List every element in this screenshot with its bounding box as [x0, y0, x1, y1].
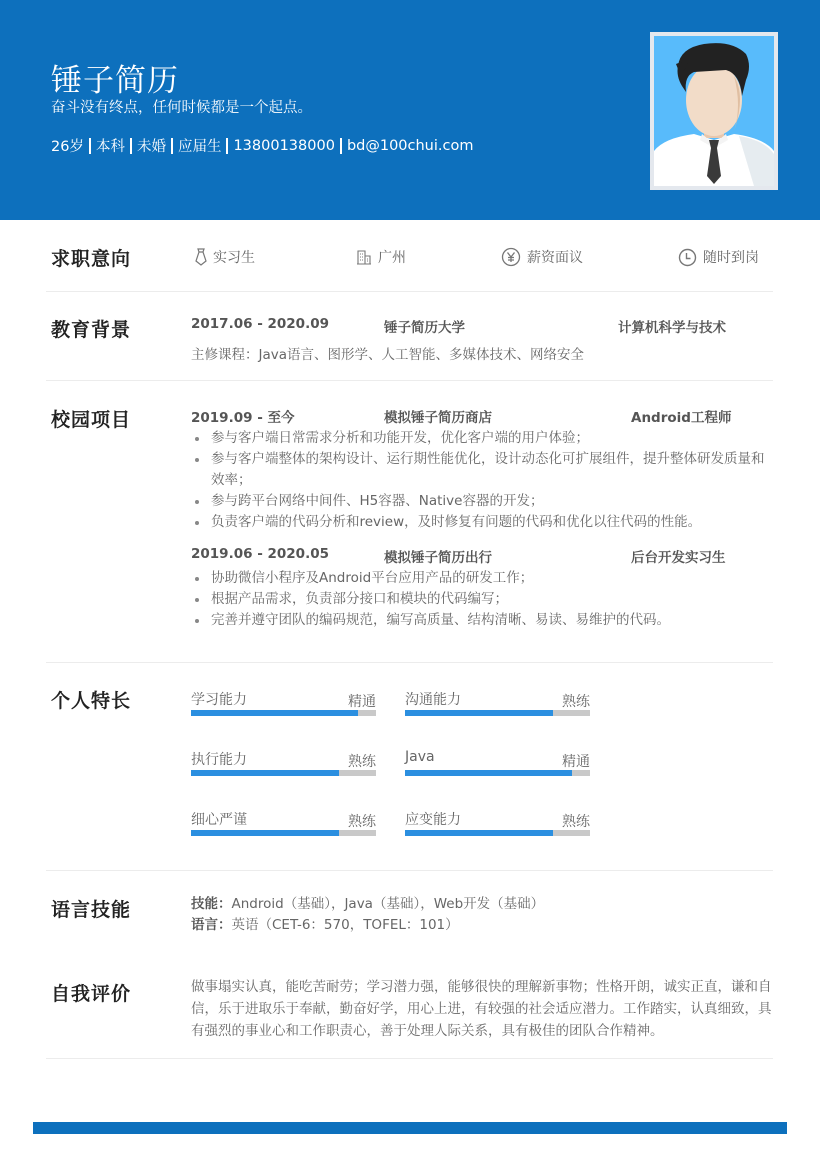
education-major: 计算机科学与技术 — [618, 320, 726, 336]
intent-city-label: 广州 — [378, 250, 406, 266]
skill-bar-fill — [191, 770, 339, 776]
skill-label: 沟通能力 — [405, 692, 461, 708]
section-job-intent — [46, 220, 773, 292]
section-skills — [46, 663, 773, 871]
info-age: 26岁 — [51, 139, 84, 155]
tie-icon — [195, 248, 207, 266]
skill-bar-fill — [191, 710, 358, 716]
motto: 奋斗没有终点，任何时候都是一个起点。 — [51, 100, 312, 116]
intent-availability-label: 随时到岗 — [703, 250, 759, 266]
info-degree: 本科 — [95, 139, 125, 155]
project-role: 后台开发实习生 — [631, 550, 726, 566]
building-icon — [356, 249, 372, 265]
separator — [130, 138, 132, 154]
skill-bar — [191, 710, 376, 716]
skill-label: 学习能力 — [191, 692, 247, 708]
self-eval-text: 做事塌实认真，能吃苦耐劳；学习潜力强，能够很快的理解新事物；性格开朗，诚实正直，谦和自信，乐于进取乐于奉献，勤奋好学，用心上进，有较强的社会适应潜力。工作踏实，认真细致，具有强烈的事业心和工作职责心，善于处理人际关系，具有极佳的团队合作精神。 — [191, 979, 772, 1039]
separator — [340, 138, 342, 154]
skill-bar-fill — [405, 830, 553, 836]
section-title: 校园项目 — [51, 409, 132, 431]
project-org: 模拟锤子简历出行 — [384, 550, 492, 566]
language-lang-line — [191, 915, 773, 936]
section-education — [46, 292, 773, 381]
lang-text: 英语（CET-6：570，TOFEL：101） — [231, 917, 459, 933]
skill-label: 应变能力 — [405, 812, 461, 828]
language-skills-line — [191, 894, 773, 915]
section-title: 语言技能 — [51, 899, 132, 921]
intent-city — [356, 247, 406, 267]
project-role: Android工程师 — [631, 410, 732, 426]
intent-salary-label: 薪资面议 — [527, 250, 583, 266]
section-title: 教育背景 — [51, 319, 132, 341]
clock-icon — [678, 248, 697, 267]
separator — [171, 138, 173, 154]
candidate-name: 锤子简历 — [51, 63, 179, 99]
section-self-eval — [46, 956, 773, 1059]
skill-bar — [191, 830, 376, 836]
project-bullet: 参与客户端日常需求分析和功能开发，优化客户端的用户体验； — [191, 428, 773, 449]
resume-header — [0, 0, 820, 220]
separator — [89, 138, 91, 154]
skill-bar — [191, 770, 376, 776]
intent-salary — [501, 247, 583, 267]
skills-text: Android（基础），Java（基础），Web开发（基础） — [231, 896, 545, 912]
skills-label: 技能： — [191, 896, 232, 912]
project-bullet: 协助微信小程序及Android平台应用产品的研发工作； — [191, 568, 773, 589]
info-marital: 未婚 — [136, 139, 166, 155]
skill-level: 熟练 — [348, 754, 376, 770]
skill-bar — [405, 710, 590, 716]
skill-level: 精通 — [562, 754, 590, 770]
info-phone: 13800138000 — [233, 137, 335, 154]
skill-level: 熟练 — [562, 694, 590, 710]
section-title: 自我评价 — [51, 983, 132, 1005]
project-period: 2019.06 - 2020.05 — [191, 546, 329, 562]
project-bullet: 参与跨平台网络中间件、H5容器、Native容器的开发； — [191, 491, 773, 512]
avatar-icon — [654, 36, 774, 186]
skill-level: 熟练 — [348, 814, 376, 830]
skill-bar-fill — [191, 830, 339, 836]
section-title: 个人特长 — [51, 690, 132, 712]
section-language — [46, 871, 773, 956]
education-period: 2017.06 - 2020.09 — [191, 316, 329, 332]
skill-bar-fill — [405, 710, 553, 716]
skill-bar — [405, 830, 590, 836]
project-period: 2019.09 - 至今 — [191, 410, 295, 426]
personal-info — [51, 135, 473, 156]
intent-availability — [678, 247, 759, 267]
education-courses: 主修课程：Java语言、图形学、人工智能、多媒体技术、网络安全 — [191, 347, 585, 363]
skill-bar — [405, 770, 590, 776]
skill-label: 执行能力 — [191, 752, 247, 768]
separator — [226, 138, 228, 154]
project-bullet: 完善并遵守团队的编码规范，编写高质量、结构清晰、易读、易维护的代码。 — [191, 610, 773, 631]
yen-icon — [501, 247, 521, 267]
project-bullet: 根据产品需求，负责部分接口和模块的代码编写； — [191, 589, 773, 610]
project-bullet: 负责客户端的代码分析和review，及时修复有问题的代码和优化以往代码的性能。 — [191, 512, 773, 533]
footer-bar — [33, 1122, 787, 1134]
section-title: 求职意向 — [51, 248, 132, 270]
project-item — [191, 406, 773, 533]
project-item — [191, 546, 773, 631]
skill-level: 熟练 — [562, 814, 590, 830]
section-projects — [46, 381, 773, 663]
project-org: 模拟锤子简历商店 — [384, 410, 492, 426]
education-school: 锤子简历大学 — [384, 320, 465, 336]
skill-label: Java — [405, 749, 435, 765]
skill-level: 精通 — [348, 694, 376, 710]
info-status: 应届生 — [177, 139, 222, 155]
intent-type-label: 实习生 — [213, 250, 255, 266]
skill-label: 细心严谨 — [191, 812, 247, 828]
profile-photo — [650, 32, 778, 190]
lang-label: 语言： — [191, 917, 232, 933]
skill-bar-fill — [405, 770, 572, 776]
intent-type — [195, 247, 255, 267]
project-bullet: 参与客户端整体的架构设计、运行期性能优化，设计动态化可扩展组件，提升整体研发质量和效率； — [191, 449, 773, 491]
info-email: bd@100chui.com — [346, 137, 474, 154]
